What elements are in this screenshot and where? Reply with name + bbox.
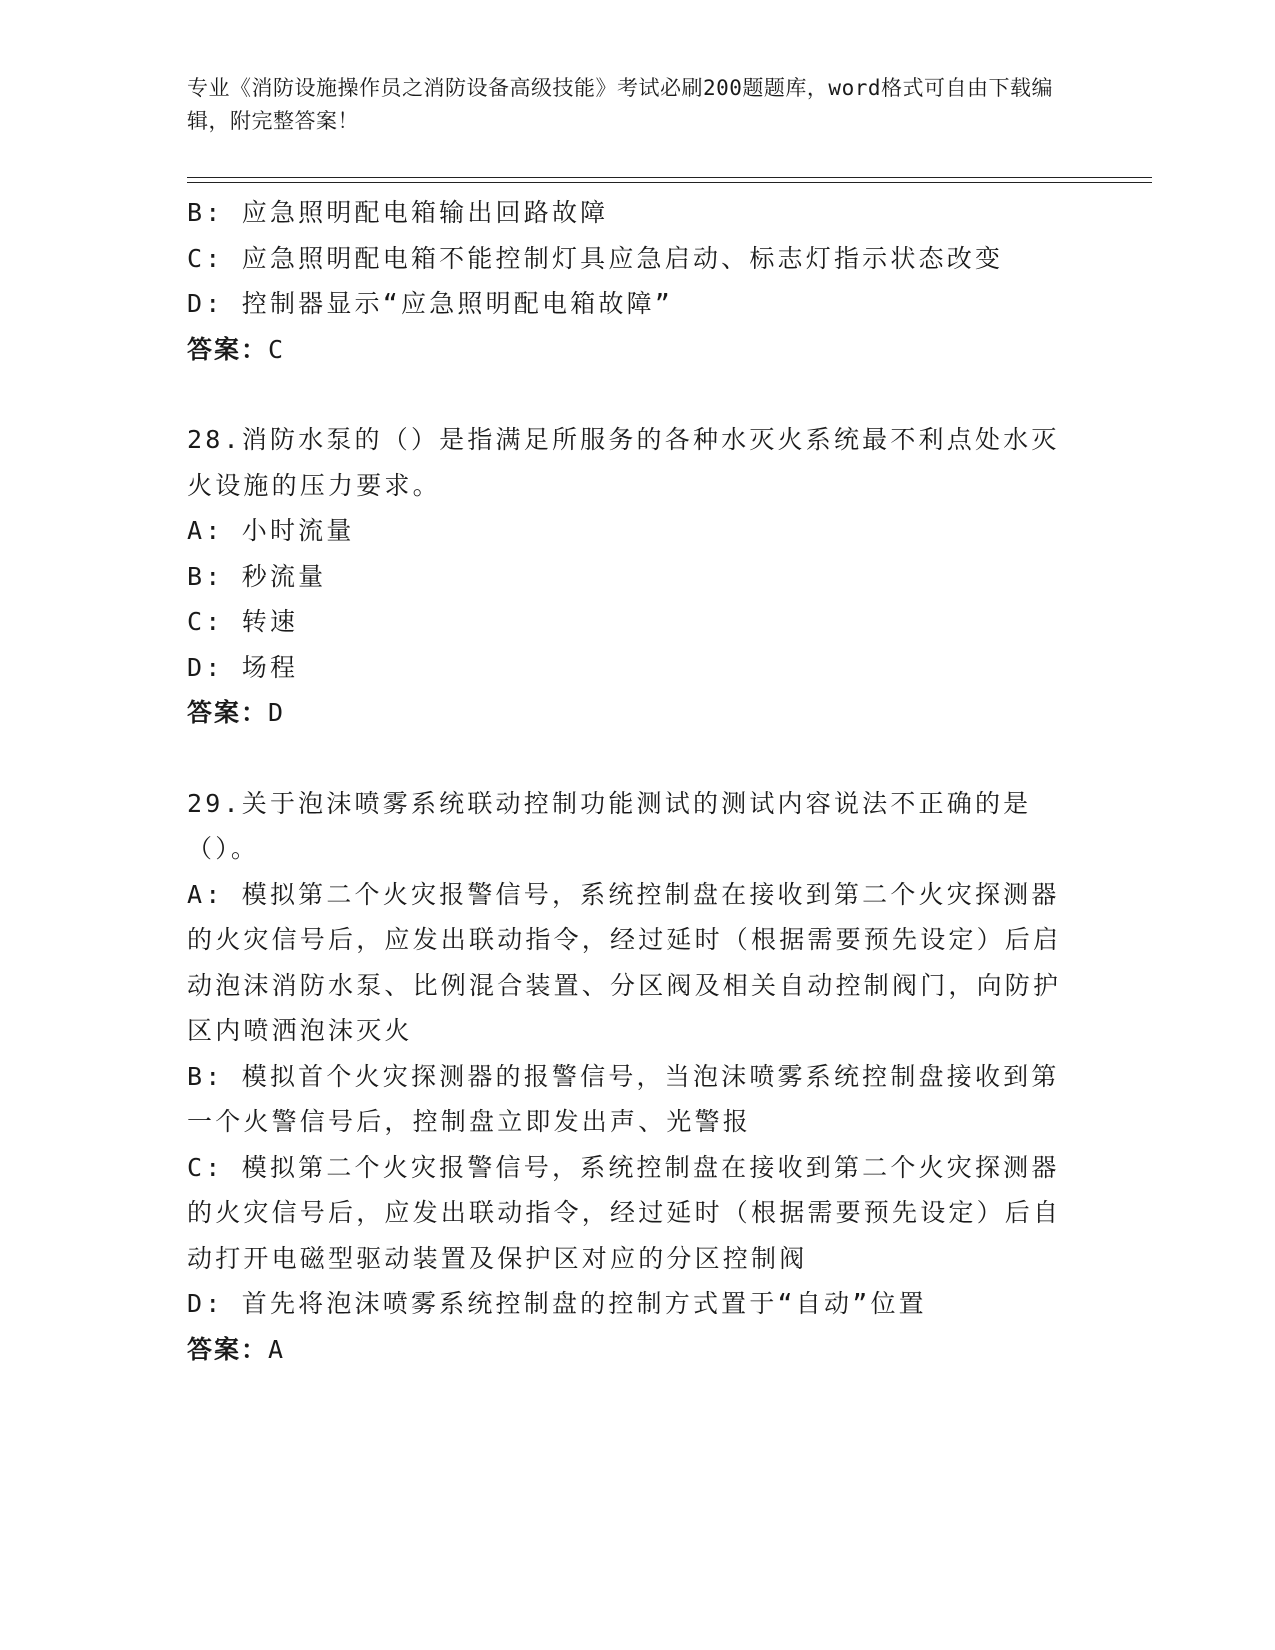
option-d: D: 控制器显示“应急照明配电箱故障”	[187, 289, 674, 318]
question-stem: 29.关于泡沫喷雾系统联动控制功能测试的测试内容说法不正确的是（）。	[187, 788, 1032, 863]
question-spacer	[187, 736, 1067, 781]
question-28	[187, 417, 1067, 736]
header-divider-bottom	[187, 182, 1152, 183]
answer-value: A	[268, 1334, 285, 1364]
answer-label: 答案：	[187, 334, 269, 364]
option-c: C: 转速	[187, 607, 299, 636]
answer-line	[187, 327, 1067, 373]
document-header	[187, 72, 1067, 138]
option-d: D: 场程	[187, 652, 299, 682]
option-a: A: 小时流量	[187, 516, 355, 545]
question-spacer	[187, 372, 1067, 417]
option-b: B: 模拟首个火灾探测器的报警信号，当泡沫喷雾系统控制盘接收到第一个火警信号后，控制盘立即发出声、光警报	[187, 1061, 1060, 1136]
answer-value: C	[268, 334, 285, 364]
header-title: 专业《消防设施操作员之消防设备高级技能》考试必刷200题题库，word格式可自由下载编辑，附完整答案！	[187, 76, 1053, 133]
question-stem: 28.消防水泵的（）是指满足所服务的各种水灭火系统最不利点处水灭火设施的压力要求。	[187, 425, 1060, 500]
answer-value: D	[268, 698, 285, 727]
option-a: A: 模拟第二个火灾报警信号，系统控制盘在接收到第二个火灾探测器的火灾信号后，应发出联动指令，经过延时（根据需要预先设定）后启动泡沫消防水泵、比例混合装置、分区阀及相关自动控制阀门，向防护区内喷洒泡沫灭火	[187, 879, 1062, 1045]
answer-label: 答案：	[187, 1334, 269, 1364]
option-c: C: 模拟第二个火灾报警信号，系统控制盘在接收到第二个火灾探测器的火灾信号后，应发出联动指令，经过延时（根据需要预先设定）后自动打开电磁型驱动装置及保护区对应的分区控制阀	[187, 1152, 1062, 1273]
answer-label: 答案：	[187, 698, 269, 727]
option-d: D: 首先将泡沫喷雾系统控制盘的控制方式置于“自动”位置	[187, 1289, 927, 1318]
header-divider-top	[187, 177, 1152, 178]
question-27-tail	[187, 190, 1067, 372]
option-b: B: 秒流量	[187, 561, 327, 591]
option-b: B: 应急照明配电箱输出回路故障	[187, 198, 609, 227]
question-29	[187, 781, 1067, 1373]
document-body	[187, 190, 1067, 1372]
answer-line	[187, 1327, 1067, 1373]
answer-line	[187, 690, 1067, 736]
option-c: C: 应急照明配电箱不能控制灯具应急启动、标志灯指示状态改变	[187, 243, 1004, 273]
